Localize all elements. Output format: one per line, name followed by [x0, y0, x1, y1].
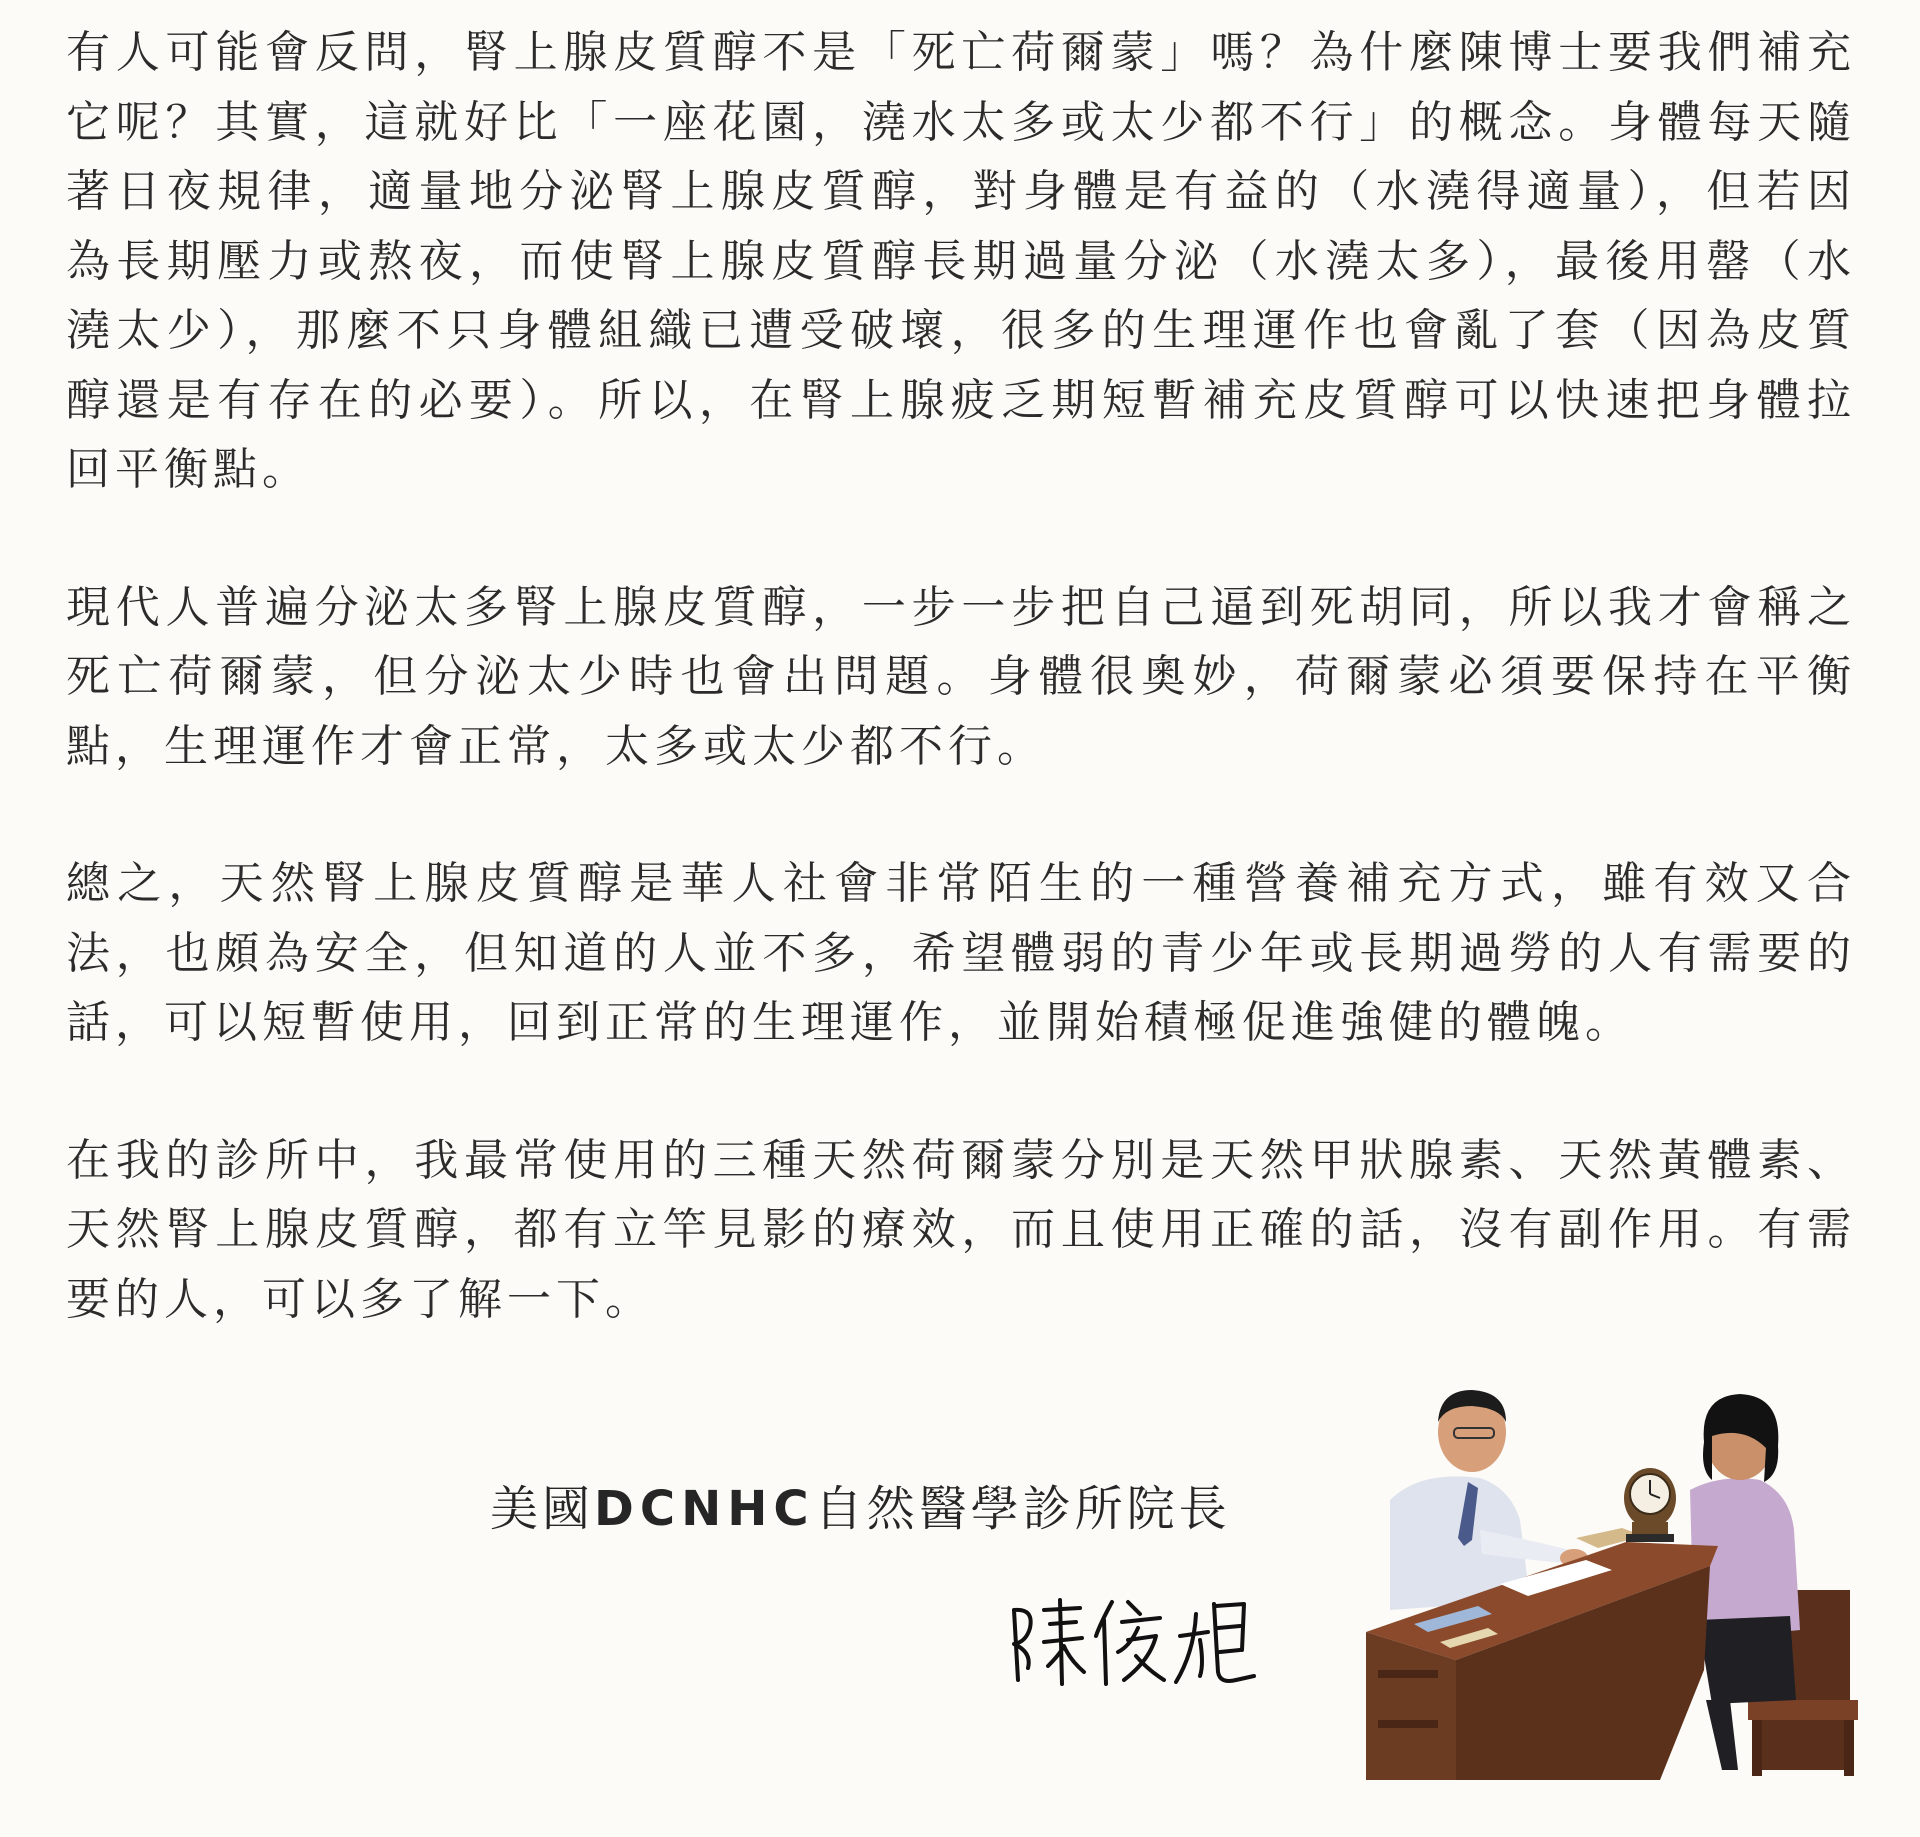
handwritten-signature [1000, 1580, 1260, 1700]
article-body [66, 18, 1856, 1334]
consultation-photo [1360, 1370, 1860, 1780]
paragraph-2: 現代人普遍分泌太多腎上腺皮質醇，一步一步把自己逼到死胡同，所以我才會稱之死亡荷爾蒙，但分泌太少時也會出問題。身體很奧妙，荷爾蒙必須要保持在平衡點，生理運作才會正常，太多或太少都不行。 [66, 581, 1856, 772]
author-title-prefix: 美國 [490, 1481, 595, 1537]
paragraph-1: 有人可能會反問，腎上腺皮質醇不是「死亡荷爾蒙」嗎？為什麼陳博士要我們補充它呢？其實，這就好比「一座花園，澆水太多或太少都不行」的概念。身體每天隨著日夜規律，適量地分泌腎上腺皮質醇，對身體是有益的（水澆得適量），但若因為長期壓力或熬夜，而使腎上腺皮質醇長期過量分泌（水澆太多），最後用罄（水澆太少），那麼不只身體組織已遭受破壞，很多的生理運作也會亂了套（因為皮質醇還是有存在的必要）。所以，在腎上腺疲乏期短暫補充皮質醇可以快速把身體拉回平衡點。 [66, 27, 1856, 495]
paragraph-4: 在我的診所中，我最常使用的三種天然荷爾蒙分別是天然甲狀腺素、天然黃體素、天然腎上腺皮質醇，都有立竿見影的療效，而且使用正確的話，沒有副作用。有需要的人，可以多了解一下。 [66, 1134, 1856, 1325]
author-title-org: DCNHC [594, 1481, 815, 1537]
author-title-suffix: 自然醫學診所院長 [814, 1481, 1231, 1537]
consultation-photo-icon [1360, 1370, 1860, 1780]
author-title [490, 1470, 1231, 1539]
paragraph-3: 總之，天然腎上腺皮質醇是華人社會非常陌生的一種營養補充方式，雖有效又合法，也頗為安全，但知道的人並不多，希望體弱的青少年或長期過勞的人有需要的話，可以短暫使用，回到正常的生理運作，並開始積極促進強健的體魄。 [66, 858, 1856, 1048]
